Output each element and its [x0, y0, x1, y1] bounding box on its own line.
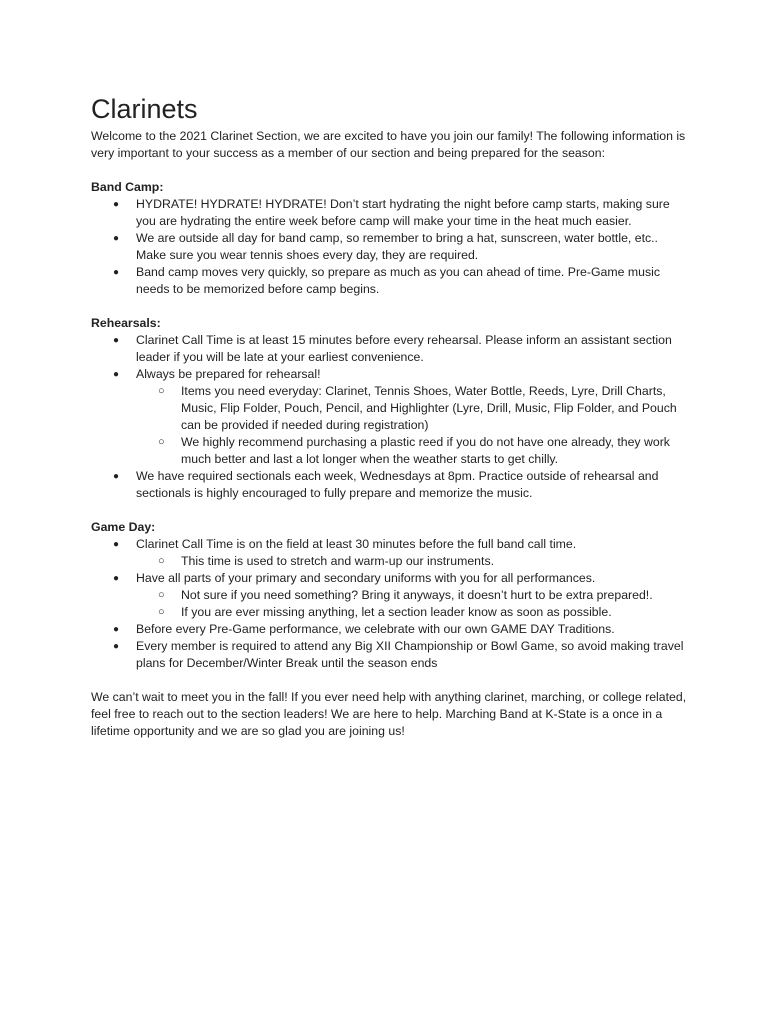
intro-paragraph: Welcome to the 2021 Clarinet Section, we are excited to have you join our family! The following information is very important to your success as a member of our section and being prepared for the season: [91, 129, 686, 160]
list-item-text: Clarinet Call Time is on the field at least 30 minutes before the full band call time. [136, 537, 577, 551]
sub-bullet-list [136, 553, 691, 570]
list-item-text: Every member is required to attend any Big XII Championship or Bowl Game, so avoid making travel plans for December/Winter Break until the season ends [136, 639, 684, 670]
bullet-list [91, 536, 691, 672]
sub-bullet-list [136, 587, 691, 621]
hollow-bullet-icon: ○ [158, 606, 165, 618]
list-item [91, 468, 691, 502]
sub-list-item-text: This time is used to stretch and warm-up our instruments. [181, 554, 495, 568]
sub-list-item-text: If you are ever missing anything, let a section leader know as soon as possible. [181, 605, 612, 619]
section [91, 179, 691, 298]
section [91, 519, 691, 672]
bullet-icon: ● [113, 335, 120, 346]
list-item [91, 230, 691, 264]
sections-container [91, 179, 691, 672]
sub-list-item-text: Not sure if you need something? Bring it anyways, it doesn’t hurt to be extra prepared!. [181, 588, 653, 602]
list-item [91, 196, 691, 230]
list-item-text: HYDRATE! HYDRATE! HYDRATE! Don’t start hydrating the night before camp starts, making sure you are hydrating the entire week before camp will make your time in the heat much easier. [136, 197, 670, 228]
sub-bullet-list [136, 383, 691, 468]
bullet-list [91, 196, 691, 298]
list-item [91, 638, 691, 672]
section-heading: Band Camp: [91, 180, 164, 194]
list-item [91, 621, 691, 638]
list-item [91, 264, 691, 298]
page-title: Clarinets [91, 94, 198, 124]
list-item-text: Always be prepared for rehearsal! [136, 367, 321, 381]
hollow-bullet-icon: ○ [158, 555, 165, 567]
document-body [91, 92, 691, 740]
sub-list-item [136, 553, 691, 570]
list-item [91, 536, 691, 570]
list-item-text: Band camp moves very quickly, so prepare as much as you can ahead of time. Pre-Game music needs to be memorized before camp begins. [136, 265, 660, 296]
bullet-list [91, 332, 691, 502]
bullet-icon: ● [113, 624, 120, 635]
section-heading: Game Day: [91, 520, 156, 534]
bullet-icon: ● [113, 539, 120, 550]
list-item-text: We are outside all day for band camp, so remember to bring a hat, sunscreen, water bottle, etc.. Make sure you wear tennis shoes every day, they are required. [136, 231, 658, 262]
list-item-text: Have all parts of your primary and secondary uniforms with you for all performances. [136, 571, 596, 585]
bullet-icon: ● [113, 471, 120, 482]
list-item-text: Before every Pre-Game performance, we celebrate with our own GAME DAY Traditions. [136, 622, 615, 636]
hollow-bullet-icon: ○ [158, 385, 165, 397]
list-item-text: We have required sectionals each week, Wednesdays at 8pm. Practice outside of rehearsal and sectionals is highly encouraged to fully prepare and memorize the music. [136, 469, 659, 500]
bullet-icon: ● [113, 369, 120, 380]
list-item [91, 332, 691, 366]
sub-list-item [136, 587, 691, 604]
sub-list-item [136, 434, 691, 468]
hollow-bullet-icon: ○ [158, 436, 165, 448]
hollow-bullet-icon: ○ [158, 589, 165, 601]
sub-list-item [136, 604, 691, 621]
list-item [91, 570, 691, 621]
bullet-icon: ● [113, 641, 120, 652]
sub-list-item-text: We highly recommend purchasing a plastic reed if you do not have one already, they work much better and last a lot longer when the weather starts to get chilly. [181, 435, 670, 466]
list-item [91, 366, 691, 468]
sub-list-item [136, 383, 691, 434]
section-heading: Rehearsals: [91, 316, 161, 330]
bullet-icon: ● [113, 573, 120, 584]
closing-paragraph: We can’t wait to meet you in the fall! If you ever need help with anything clarinet, marching, or college related, feel free to reach out to the section leaders! We are here to help. Marching Band at K-State is a once in a lifetime opportunity and we are so glad you are joining us! [91, 690, 687, 738]
section [91, 315, 691, 502]
bullet-icon: ● [113, 267, 120, 278]
list-item-text: Clarinet Call Time is at least 15 minutes before every rehearsal. Please inform an assistant section leader if you will be late at your earliest convenience. [136, 333, 672, 364]
bullet-icon: ● [113, 199, 120, 210]
bullet-icon: ● [113, 233, 120, 244]
sub-list-item-text: Items you need everyday: Clarinet, Tennis Shoes, Water Bottle, Reeds, Lyre, Drill Charts, Music, Flip Folder, Pouch, Pencil, and Highlighter (Lyre, Drill, Music, Flip Folder, and Pouch can be provided if needed during registration) [181, 384, 677, 432]
